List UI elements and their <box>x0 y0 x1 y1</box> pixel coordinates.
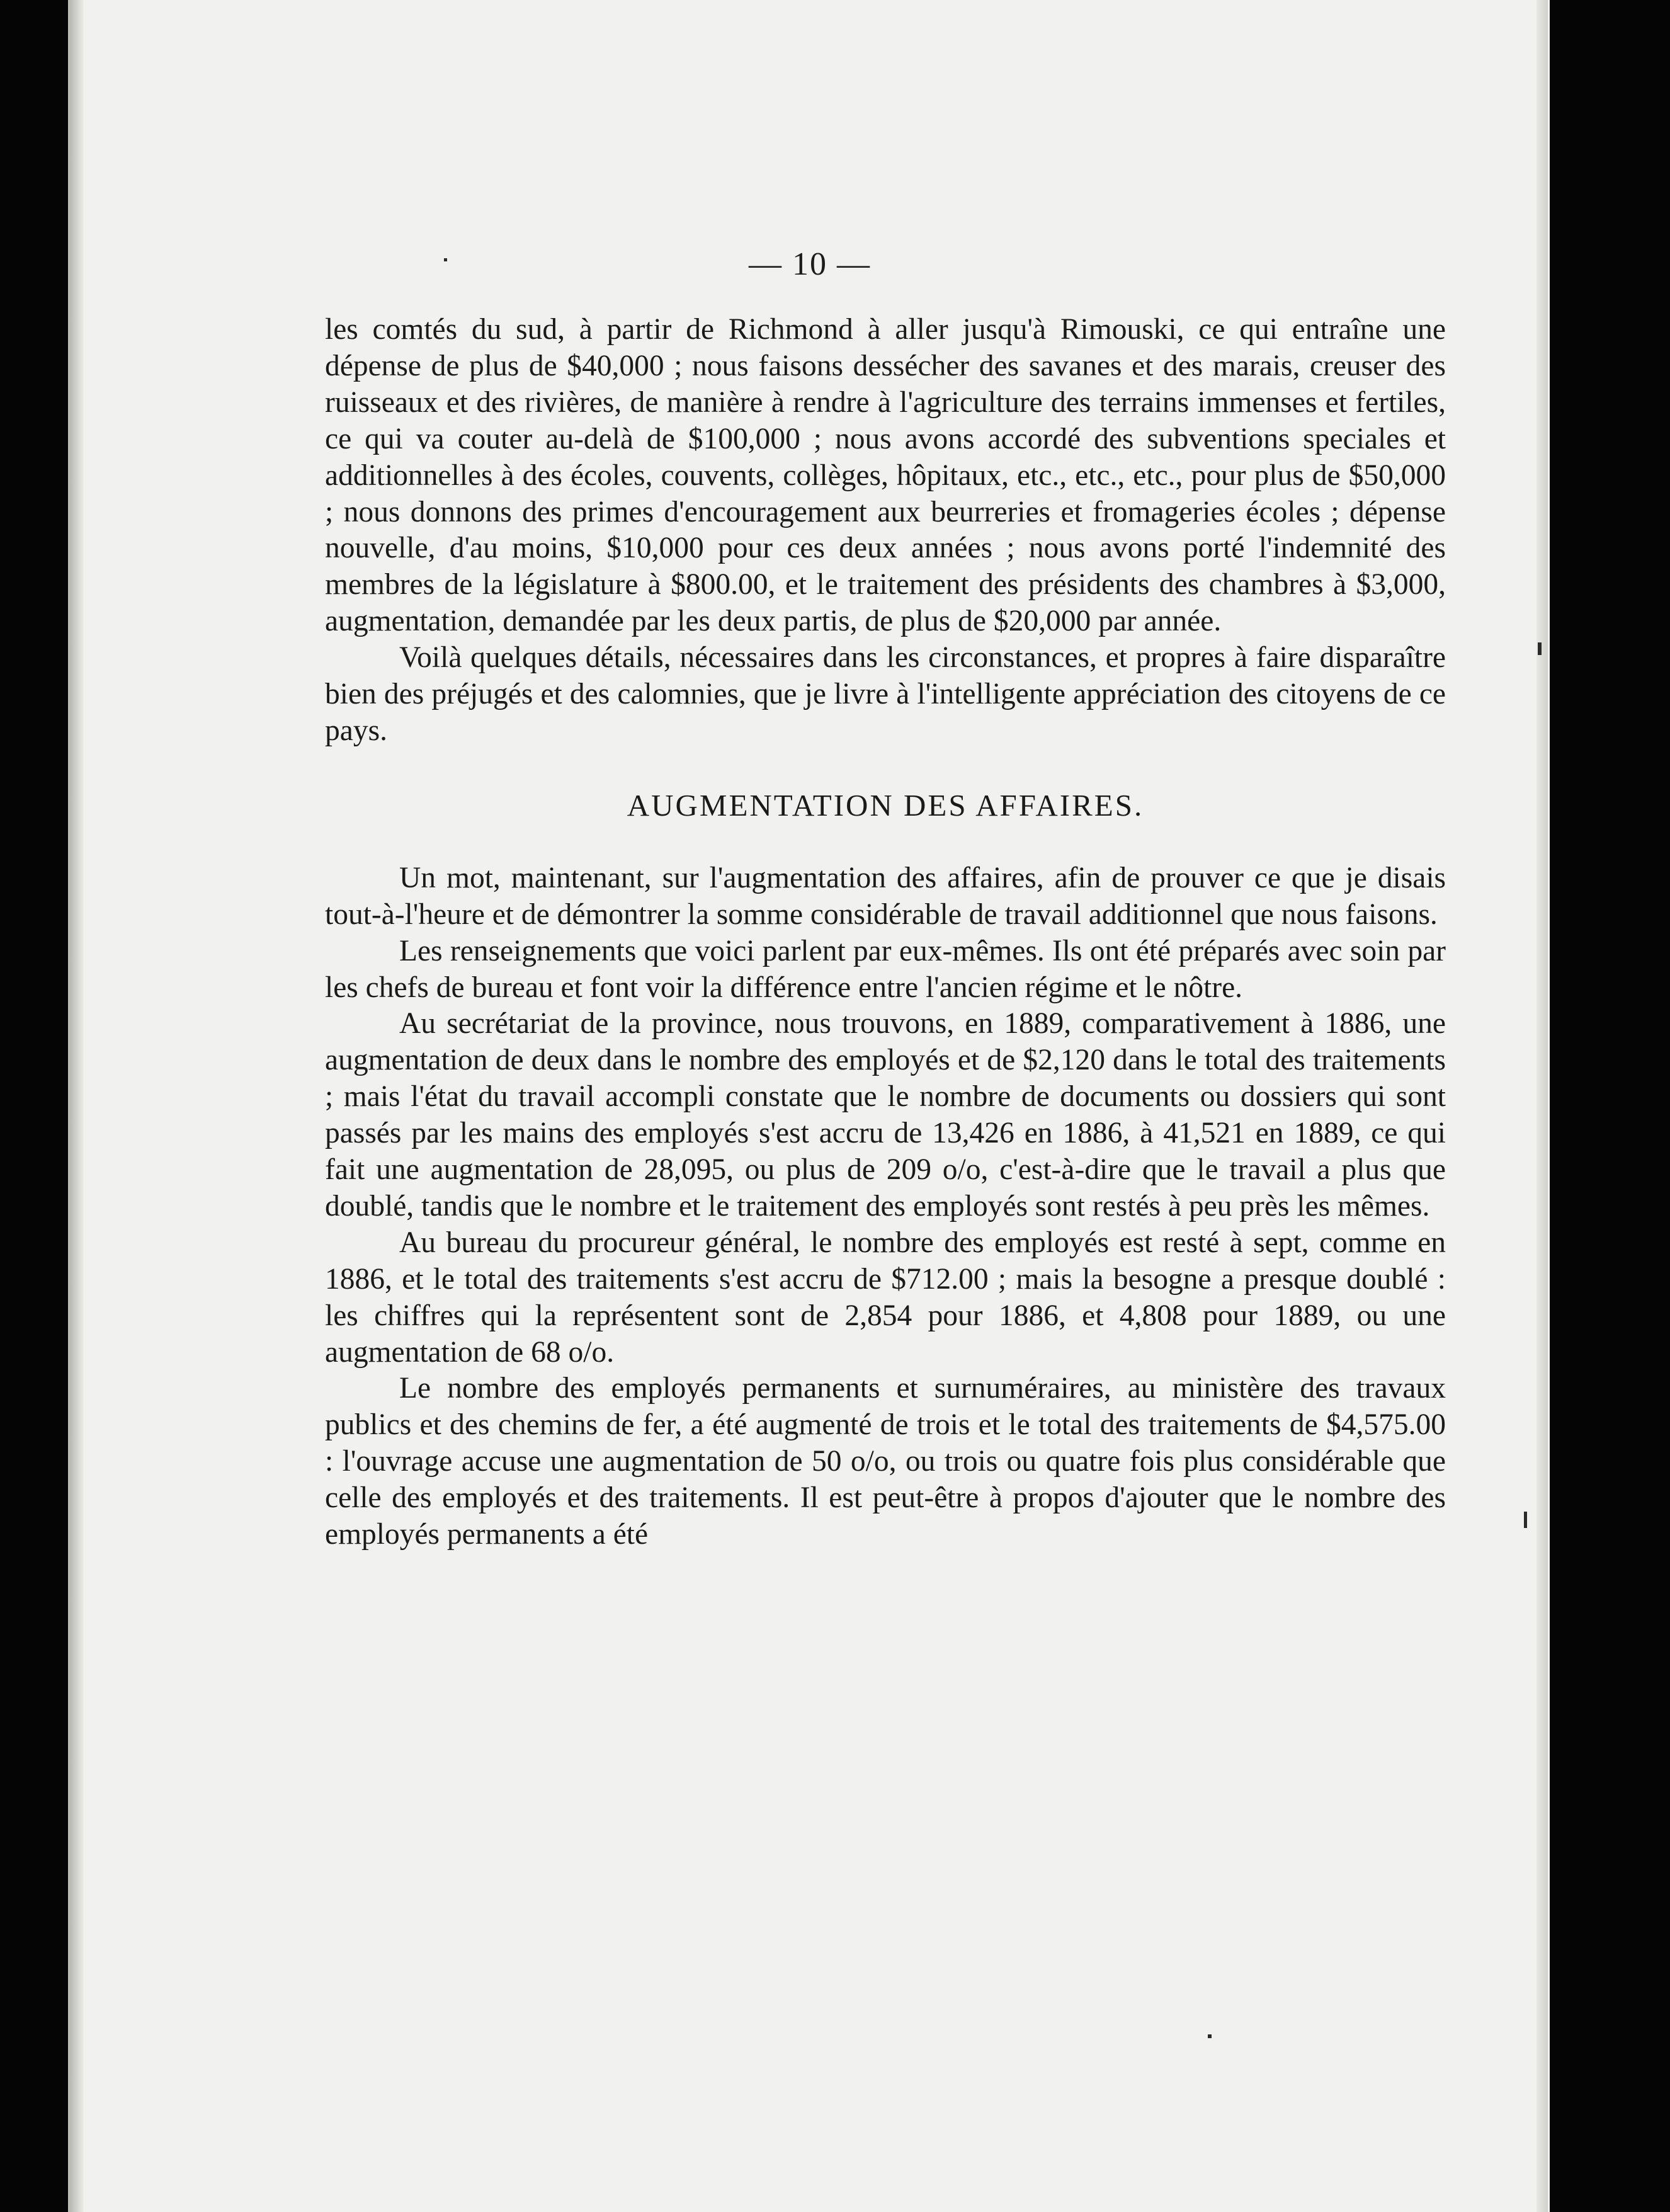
paragraph-continuation: les comtés du sud, à partir de Richmond à aller jusqu'à Rimouski, ce qui entraîne une dépense de plus de $40,000 ; nous faisons dessécher des savanes et des marais, creuser des ruisseaux et des rivières, de manière à rendre à l'agriculture des terrains immenses et fertiles, ce qui va couter au-delà de $100,000 ; nous avons accordé des subventions speciales et additionnelles à des écoles, couvents, collèges, hôpitaux, etc., etc., etc., pour plus de $50,000 ; nous donnons des primes d'encouragement aux beurreries et fromageries écoles ; dépense nouvelle, d'au moins, $10,000 pour ces deux années ; nous avons porté l'indemnité des membres de la législature à $800.00, et le traitement des présidents des chambres à $3,000, augmentation, demandée par les deux partis, de plus de $20,000 par année. <box>325 313 1446 638</box>
page-gutter-shadow <box>70 0 84 2212</box>
page-body-text <box>325 312 1446 1553</box>
page-number: — 10 — <box>749 246 871 282</box>
scan-speck <box>1208 2034 1212 2038</box>
book-page <box>68 0 1550 2212</box>
paragraph: Au secrétariat de la province, nous trouvons, en 1889, comparativement à 1886, une augmentation de deux dans le nombre des employés et de $2,120 dans le total des traitements ; mais l'état du travail accompli constate que le nombre de documents ou dossiers qui sont passés par les mains des employés s'est accru de 13,426 en 1886, à 41,521 en 1889, ce qui fait une augmentation de 28,095, ou plus de 209 o/o, c'est-à-dire que le travail a plus que doublé, tandis que le nombre et le traitement des employés sont restés à peu près les mêmes. <box>325 1007 1446 1223</box>
scan-speck <box>444 258 447 261</box>
section-heading: AUGMENTATION DES AFFAIRES. <box>627 787 1144 823</box>
paragraph: Un mot, maintenant, sur l'augmentation des affaires, afin de prouver ce que je disais tout-à-l'heure et de démontrer la somme considérable de travail additionnel que nous faisons. <box>325 861 1446 931</box>
scan-speck <box>1538 642 1542 655</box>
next-page-edge <box>1537 0 1548 2212</box>
paragraph: Le nombre des employés permanents et surnuméraires, au ministère des travaux publics et des chemins de fer, a été augmenté de trois et le total des traitements de $4,575.00 : l'ouvrage accuse une augmentation de 50 o/o, ou trois ou quatre fois plus considérable que celle des employés et des traitements. Il est peut-être à propos d'ajouter que le nombre des employés permanents a été <box>325 1372 1446 1551</box>
paragraph: Les renseignements que voici parlent par eux-mêmes. Ils ont été préparés avec soin par les chefs de bureau et font voir la différence entre l'ancien régime et le nôtre. <box>325 934 1446 1004</box>
paragraph: Au bureau du procureur général, le nombre des employés est resté à sept, comme en 1886, et le total des traitements s'est accru de $712.00 ; mais la besogne a presque doublé : les chiffres qui la représentent sont de 2,854 pour 1886, et 4,808 pour 1889, ou une augmentation de 68 o/o. <box>325 1226 1446 1369</box>
scan-speck <box>1524 1512 1527 1528</box>
paragraph: Voilà quelques détails, nécessaires dans les circonstances, et propres à faire disparaître bien des préjugés et des calomnies, que je livre à l'intelligente appréciation des citoyens de ce pays. <box>325 641 1446 747</box>
